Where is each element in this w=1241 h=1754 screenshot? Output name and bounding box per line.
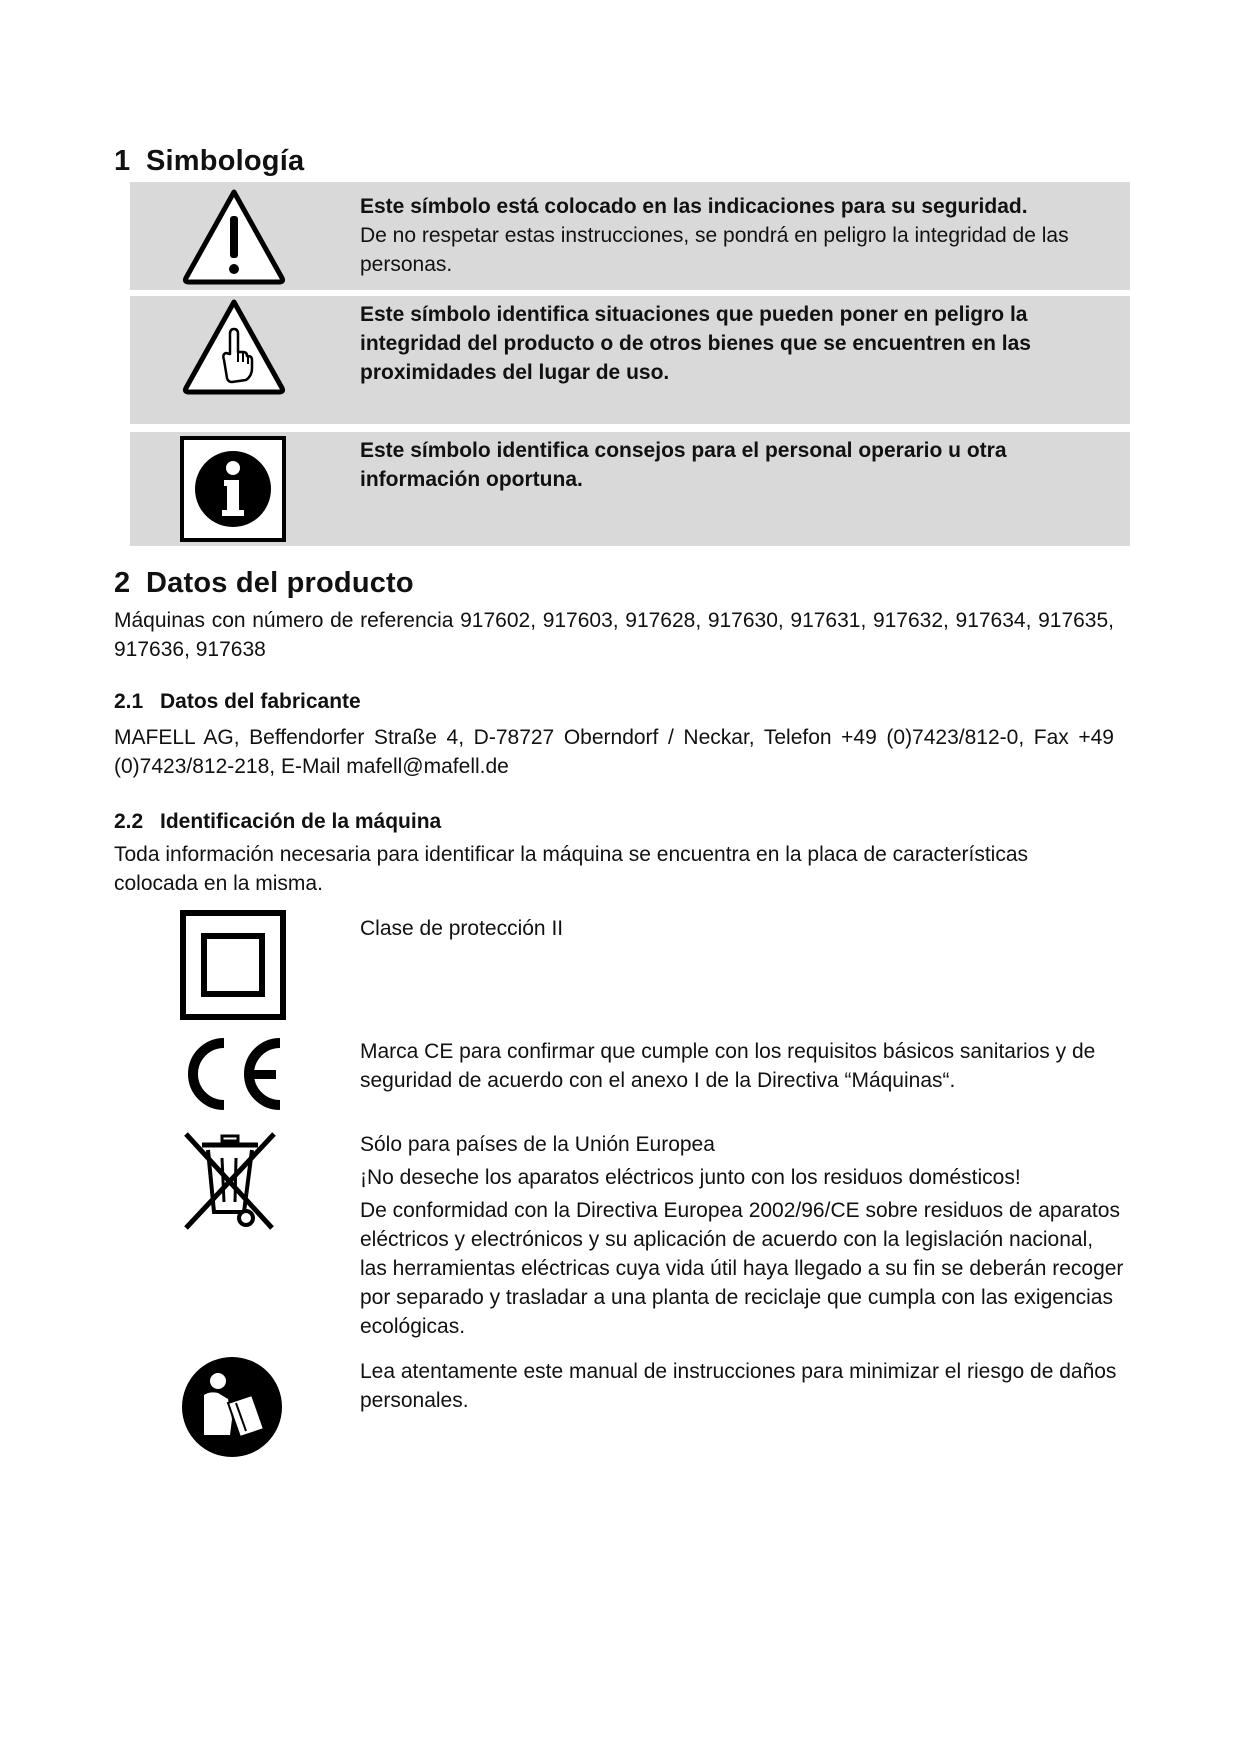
subsection-title: Identificación de la máquina	[160, 810, 442, 833]
id-item-protection-class	[130, 910, 1130, 1020]
section-1-heading	[114, 145, 304, 178]
subsection-number: 2.1	[114, 690, 144, 713]
symbol-row-property-damage	[130, 296, 1130, 424]
id-item-weee	[130, 1128, 1130, 1348]
warning-exclamation-icon	[180, 186, 288, 286]
symbol-bold-text: Este símbolo identifica consejos para el personal operario u otra información oportuna.	[360, 439, 1007, 491]
id-item-description	[360, 1130, 1125, 1341]
section-number: 1	[114, 145, 131, 177]
id-item-description	[360, 1037, 1125, 1095]
identification-text: Toda información necesaria para identificar la máquina se encuentra en la placa de características colocada en la misma.	[114, 843, 1029, 895]
id-item-read-manual	[130, 1355, 1130, 1465]
symbol-bold-text: Este símbolo está colocado en las indicaciones para su seguridad.	[360, 195, 1028, 218]
id-item-line: ¡No deseche los aparatos eléctricos junto con los residuos domésticos!	[360, 1166, 1021, 1189]
symbol-text: De no respetar estas instrucciones, se pondrá en peligro la integridad de las personas.	[360, 224, 1069, 276]
manufacturer-text: MAFELL AG, Beffendorfer Straße 4, D-78727 Oberndorf / Neckar, Telefon +49 (0)7423/812-0, Fax +49 (0)7423/812-218, E-Mail mafell@mafell.de	[114, 726, 1114, 778]
section-number: 2	[114, 567, 131, 599]
id-item-line: Marca CE para confirmar que cumple con los requisitos básicos sanitarios y de seguridad de acuerdo con el anexo I de la Directiva “Máquinas“.	[360, 1040, 1096, 1092]
section-title: Simbología	[146, 145, 305, 177]
section-2-heading	[114, 567, 414, 600]
warning-hand-icon	[180, 296, 288, 396]
id-item-line: De conformidad con la Directiva Europea 2002/96/CE sobre residuos de aparatos eléctricos y electrónicos y su aplicación de acuerdo con la legislación nacional, las herramientas eléctricas cuya vida útil haya llegado a su fin se deberán recoger por separado y trasladar a una planta de reciclaje que cumpla con las exigencias ecológicas.	[360, 1199, 1124, 1338]
ce-mark-icon	[180, 1035, 286, 1113]
subsection-title: Datos del fabricante	[160, 690, 361, 713]
section-title: Datos del producto	[146, 567, 414, 599]
id-item-line: Lea atentamente este manual de instrucciones para minimizar el riesgo de daños personales.	[360, 1360, 1117, 1412]
subsection-2-2-heading	[114, 810, 441, 834]
symbol-description	[360, 300, 1125, 387]
symbol-row-information	[130, 432, 1130, 546]
read-manual-icon	[180, 1355, 284, 1459]
id-item-description	[360, 914, 1125, 943]
info-icon	[180, 436, 286, 542]
symbol-bold-text: Este símbolo identifica situaciones que pueden poner en peligro la integridad del producto o de otros bienes que se encuentren en las proximidades del lugar de uso.	[360, 303, 1031, 384]
symbol-description	[360, 192, 1125, 279]
id-item-line: Clase de protección II	[360, 917, 564, 940]
crossed-bin-icon	[180, 1128, 280, 1232]
subsection-number: 2.2	[114, 810, 144, 833]
protection-class-ii-icon	[180, 910, 286, 1020]
symbol-row-safety	[130, 182, 1130, 290]
id-item-ce-mark	[130, 1035, 1130, 1115]
subsection-2-1-heading	[114, 690, 361, 714]
product-reference-text: Máquinas con número de referencia 917602, 917603, 917628, 917630, 917631, 917632, 917634, 917635, 917636, 917638	[114, 609, 1114, 661]
symbol-description	[360, 436, 1125, 494]
id-item-description	[360, 1357, 1125, 1415]
id-item-line: Sólo para países de la Unión Europea	[360, 1133, 715, 1156]
